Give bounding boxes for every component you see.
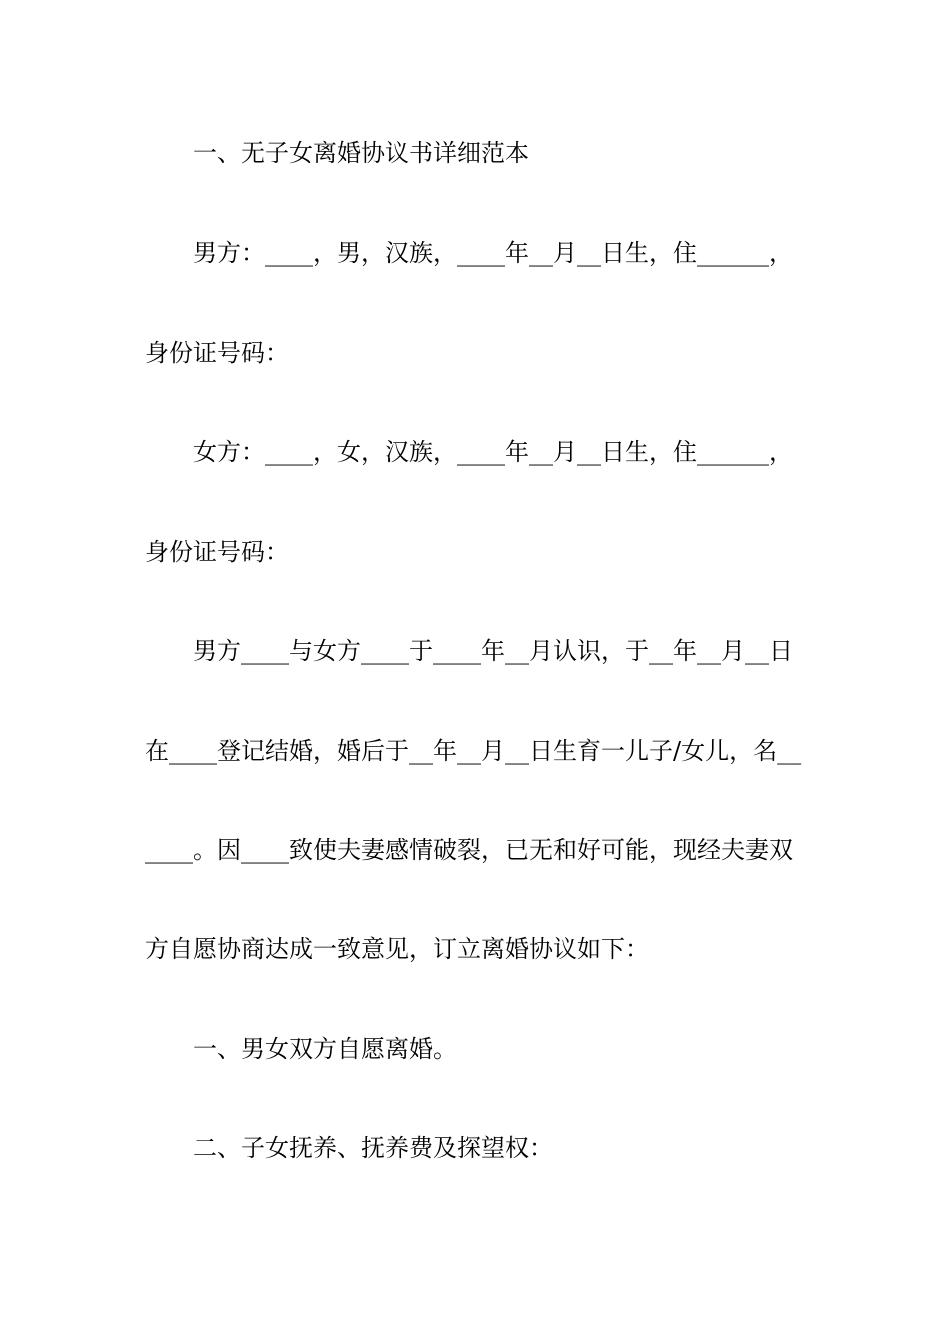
paragraph-line: 方自愿协商达成一致意见，订立离婚协议如下： — [145, 935, 649, 963]
paragraph-line: 在____登记结婚，婚后于__年__月__日生育一儿子/女儿，名__ — [145, 737, 802, 765]
clause-one: 一、男女双方自愿离婚。 — [193, 1035, 457, 1063]
section-heading: 一、无子女离婚协议书详细范本 — [193, 139, 529, 167]
male-party-line: 男方：____，男，汉族，____年__月__日生，住______， — [193, 239, 793, 267]
male-id-number-line: 身份证号码： — [145, 339, 289, 367]
female-id-number-line: 身份证号码： — [145, 538, 289, 566]
paragraph-line: 男方____与女方____于____年__月认识，于__年__月__日 — [193, 637, 793, 665]
paragraph-line: ____。因____致使夫妻感情破裂，已无和好可能，现经夫妻双 — [145, 836, 793, 864]
clause-two: 二、子女抚养、抚养费及探望权： — [193, 1134, 553, 1162]
female-party-line: 女方：____，女，汉族，____年__月__日生，住______， — [193, 438, 793, 466]
